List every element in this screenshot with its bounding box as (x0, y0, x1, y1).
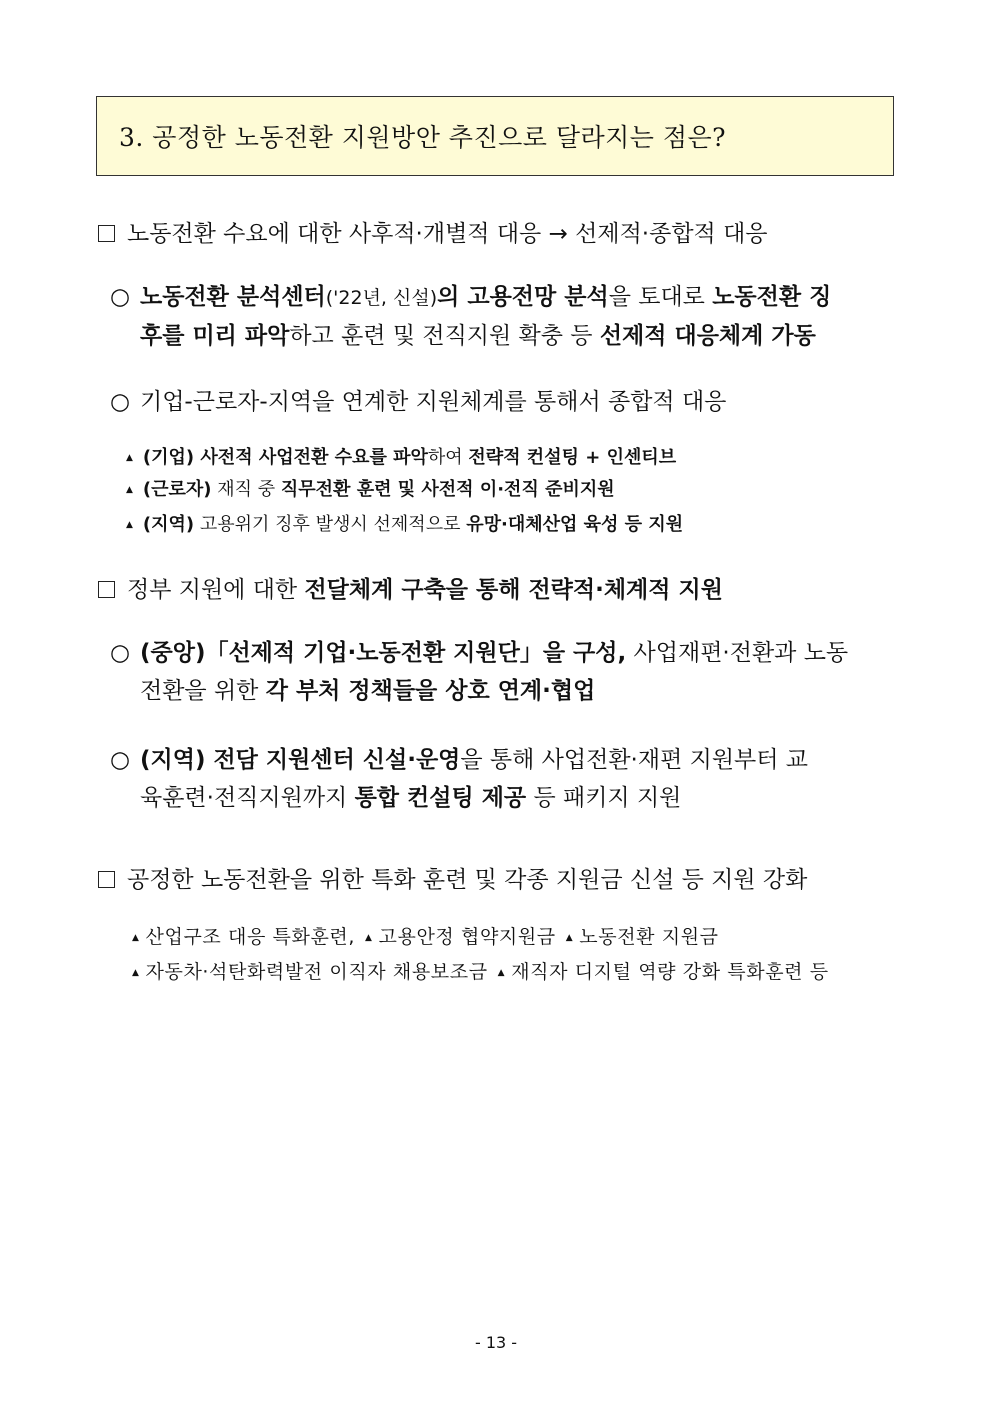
section-heading-2: 정부 지원에 대한 전달체계 구축을 통해 전략적·체계적 지원 (98, 571, 723, 604)
section2-bullet-1: ○ (중앙)「선제적 기업·노동전환 지원단」을 구성, 사업재편·전환과 노동 전환을 위한 각 부처 정책들을 상호 연계·협업 (110, 634, 900, 710)
section1-sub-1: ▲ (기업) 사전적 사업전환 수요를 파악하여 전략적 컨설팅 + 인센티브 (126, 447, 677, 468)
page-title: 3. 공정한 노동전환 지원방안 추진으로 달라지는 점은? (119, 123, 727, 152)
triangle-bullet-icon: ▲ (132, 933, 140, 943)
section3-row-1: ▲ 산업구조 대응 특화훈련, ▲ 고용안정 협약지원금 ▲ 노동전환 지원금 (132, 926, 719, 948)
section2-bullet-2: ○ (지역) 전담 지원센터 신설·운영을 통해 사업전환·재편 지원부터 교 육훈련·전직지원까지 통합 컨설팅 제공 등 패키지 지원 (110, 741, 900, 817)
section1-sub-2: ▲ (근로자) 재직 중 직무전환 훈련 및 사전적 이·전직 준비지원 (126, 479, 615, 500)
circle-bullet-icon: ○ (110, 747, 131, 773)
triangle-bullet-icon: ▲ (126, 453, 133, 463)
page-number: - 13 - (474, 1333, 518, 1352)
section1-sub-3: ▲ (지역) 고용위기 징후 발생시 선제적으로 유망·대체산업 육성 등 지원 (126, 514, 684, 535)
circle-bullet-icon: ○ (110, 389, 131, 415)
triangle-bullet-icon: ▲ (365, 933, 373, 943)
triangle-bullet-icon: ▲ (132, 968, 140, 978)
section-heading-1: 노동전환 수요에 대한 사후적·개별적 대응 → 선제적·종합적 대응 (98, 215, 768, 248)
title-box (96, 96, 894, 176)
square-bullet-icon (98, 581, 115, 598)
circle-bullet-icon: ○ (110, 284, 131, 310)
triangle-bullet-icon: ▲ (497, 968, 506, 978)
section1-bullet-2: ○ 기업-근로자-지역을 연계한 지원체계를 통해서 종합적 대응 (110, 383, 900, 421)
triangle-bullet-icon: ▲ (565, 933, 574, 943)
triangle-bullet-icon: ▲ (126, 485, 133, 495)
square-bullet-icon (98, 225, 115, 242)
section-heading-3: 공정한 노동전환을 위한 특화 훈련 및 각종 지원금 신설 등 지원 강화 (98, 861, 807, 894)
section3-row-2: ▲ 자동차·석탄화력발전 이직자 채용보조금 ▲ 재직자 디지털 역량 강화 특화훈련 등 (132, 961, 829, 983)
square-bullet-icon (98, 871, 115, 888)
section1-bullet-1: ○ 노동전환 분석센터('22년, 신설)의 고용전망 분석을 토대로 노동전환 징 후를 미리 파악하고 훈련 및 전직지원 확충 등 선제적 대응체계 가동 (110, 278, 900, 355)
circle-bullet-icon: ○ (110, 640, 131, 666)
triangle-bullet-icon: ▲ (126, 520, 133, 530)
